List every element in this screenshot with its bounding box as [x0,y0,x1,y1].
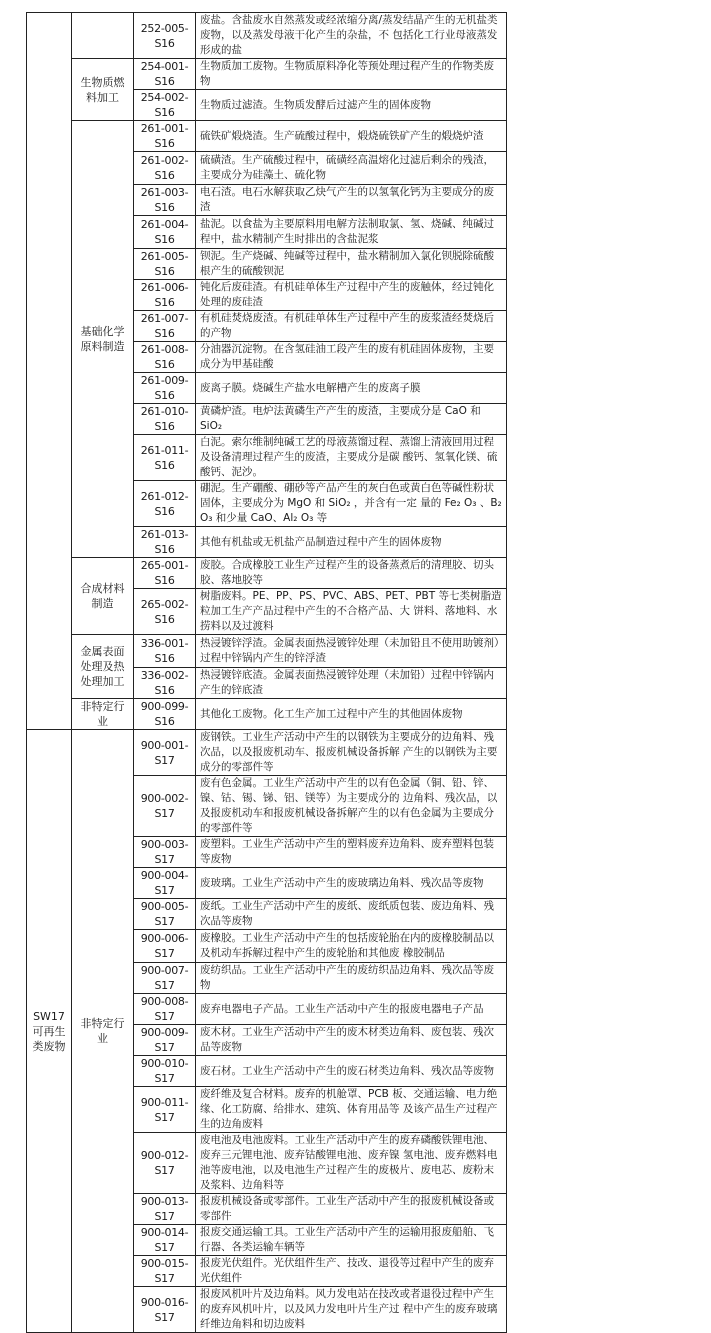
table-row [27,699,507,730]
waste-description: 报废风机叶片及边角料。风力发电站在技改或者退役过程中产生的废弃风机叶片，以及风力发电叶片生产过 程中产生的废弃玻璃纤维边角料和切边废料 [196,1287,507,1333]
industry-cell: 生物质燃料加工 [72,59,134,121]
waste-code: 265-001-S16 [134,558,196,589]
table-row [27,558,507,589]
waste-code: 261-003-S16 [134,185,196,216]
waste-catalog-table [26,12,507,1333]
waste-description: 废胶。合成橡胶工业生产过程产生的设备蒸煮后的清理胶、切头胶、落地胶等 [196,558,507,589]
waste-description: 硼泥。生产硼酸、硼砂等产品产生的灰白色或黄白色等碱性粉状固体，主要成分为 MgO 和 SiO₂ ，并含有一定 量的 Fe₂ O₃ 、B₂ O₃ 和少量 CaO、Al₂ O₃ 等 [196,481,507,527]
waste-description: 废弃电器电子产品。工业生产活动中产生的报废电器电子产品 [196,994,507,1025]
table-row [27,59,507,90]
waste-code: 261-012-S16 [134,481,196,527]
industry-cell: 非特定行业 [72,699,134,730]
waste-description: 废塑料。工业生产活动中产生的塑料废弃边角料、废弃塑料包装等废物 [196,837,507,868]
waste-code: 900-005-S17 [134,899,196,930]
waste-description: 热浸镀锌浮渣。金属表面热浸镀锌处理（未加铅且不使用助镀剂）过程中锌锅内产生的锌浮渣 [196,635,507,668]
industry-cell: 合成材料制造 [72,558,134,635]
waste-code: 261-005-S16 [134,249,196,280]
waste-description: 生物质加工废物。生物质原料净化等预处理过程产生的作物类废物 [196,59,507,90]
waste-description: 生物质过滤渣。生物质发酵后过滤产生的固体废物 [196,90,507,121]
waste-description: 废有色金属。工业生产活动中产生的以有色金属（铜、铅、锌、镍、钴、锡、锑、铝、镁等）为主要成分的 边角料、残次品，以及报废机动车和报废机械设备拆解产生的以有色金属为主要成分的零部件等 [196,776,507,837]
waste-code: 254-002-S16 [134,90,196,121]
waste-description: 热浸镀锌底渣。金属表面热浸镀锌处理（未加铅）过程中锌锅内产生的锌底渣 [196,668,507,699]
waste-description: 报废光伏组件。光伏组件生产、技改、退役等过程中产生的废弃光伏组件 [196,1256,507,1287]
industry-cell: 基础化学原料制造 [72,121,134,558]
waste-code: 900-014-S17 [134,1225,196,1256]
waste-description: 钝化后废硅渣。有机硅单体生产过程中产生的废触体，经过钝化处理的废硅渣 [196,280,507,311]
industry-cell: 非特定行业 [72,730,134,1333]
waste-code: 900-003-S17 [134,837,196,868]
table-row [27,13,507,59]
waste-code: 261-011-S16 [134,435,196,481]
waste-description: 电石渣。电石水解获取乙炔气产生的以氢氧化钙为主要成分的废渣 [196,185,507,216]
waste-code: 261-010-S16 [134,404,196,435]
waste-code: 900-001-S17 [134,730,196,776]
waste-description: 其他有机盐或无机盐产品制造过程中产生的固体废物 [196,527,507,558]
waste-code: 336-002-S16 [134,668,196,699]
table-row [27,121,507,152]
waste-description: 硫铁矿煅烧渣。生产硫酸过程中，煅烧硫铁矿产生的煅烧炉渣 [196,121,507,152]
waste-description: 废橡胶。工业生产活动中产生的包括废轮胎在内的废橡胶制品以及机动车拆解过程中产生的废轮胎和其他废 橡胶制品 [196,930,507,963]
waste-code: 252-005-S16 [134,13,196,59]
waste-description: 废离子膜。烧碱生产盐水电解槽产生的废离子膜 [196,373,507,404]
waste-description: 有机硅焚烧废渣。有机硅单体生产过程中产生的废浆渣经焚烧后的产物 [196,311,507,342]
waste-description: 黄磷炉渣。电炉法黄磷生产产生的废渣，主要成分是 CaO 和 SiO₂ [196,404,507,435]
industry-cell: 金属表面处理及热处理加工 [72,635,134,699]
waste-description: 分油器沉淀物。在含氢硅油工段产生的废有机硅固体废物，主要成分为甲基硅酸 [196,342,507,373]
waste-code: 265-002-S16 [134,589,196,635]
waste-description: 钡泥。生产烧碱、纯碱等过程中，盐水精制加入氯化钡脱除硫酸根产生的硫酸钡泥 [196,249,507,280]
waste-description: 盐泥。以食盐为主要原料用电解方法制取氯、氢、烧碱、纯碱过程中，盐水精制产生时排出的含盐泥浆 [196,216,507,249]
waste-description: 报废机械设备或零部件。工业生产活动中产生的报废机械设备或零部件 [196,1194,507,1225]
waste-code: 900-013-S17 [134,1194,196,1225]
table-row [27,730,507,776]
waste-code: 336-001-S16 [134,635,196,668]
waste-code: 261-004-S16 [134,216,196,249]
waste-code: 261-002-S16 [134,152,196,185]
waste-code: 900-012-S17 [134,1133,196,1194]
waste-description: 废纸。工业生产活动中产生的废纸、废纸质包装、废边角料、残次品等废物 [196,899,507,930]
waste-description: 树脂废料。PE、PP、PS、PVC、ABS、PET、PBT 等七类树脂造粒加工生产产品过程中产生的不合格产品、大 饼料、落地料、水捞料以及过渡料 [196,589,507,635]
waste-code: 900-099-S16 [134,699,196,730]
waste-code: 900-011-S17 [134,1087,196,1133]
waste-description: 废电池及电池废料。工业生产活动中产生的废弃磷酸铁锂电池、废弃三元锂电池、废弃钴酸锂电池、废弃镍 氢电池、废弃燃料电池等废电池，以及电池生产过程产生的废极片、废电芯、废粉末及浆料、边角料等 [196,1133,507,1194]
waste-description: 其他化工废物。化工生产加工过程中产生的其他固体废物 [196,699,507,730]
waste-code: 261-006-S16 [134,280,196,311]
waste-description: 废纺织品。工业生产活动中产生的废纺织品边角料、残次品等废物 [196,963,507,994]
waste-code: 900-002-S17 [134,776,196,837]
waste-description: 废木材。工业生产活动中产生的废木材类边角料、废包装、残次品等废物 [196,1025,507,1056]
waste-code: 900-004-S17 [134,868,196,899]
waste-description: 报废交通运输工具。工业生产活动中产生的运输用报废船舶、飞行器、各类运输车辆等 [196,1225,507,1256]
waste-code: 900-016-S17 [134,1287,196,1333]
waste-description: 废纤维及复合材料。废弃的机舱罩、PCB 板、交通运输、电力绝缘、化工防腐、给排水、建筑、体育用品等 及该产品生产过程产生的边角废料 [196,1087,507,1133]
waste-description: 废玻璃。工业生产活动中产生的废玻璃边角料、残次品等废物 [196,868,507,899]
category-name: 可再生类废物 [32,1024,66,1053]
category-cell-sw16 [27,13,72,730]
waste-code: 261-001-S16 [134,121,196,152]
waste-code: 254-001-S16 [134,59,196,90]
waste-description: 废石材。工业生产活动中产生的废石材类边角料、残次品等废物 [196,1056,507,1087]
waste-description: 白泥。索尔维制纯碱工艺的母液蒸馏过程、蒸馏上清液回用过程及设备清理过程产生的废渣，主要成分是碳 酸钙、氢氧化镁、硫酸钙、泥沙。 [196,435,507,481]
industry-cell-empty [72,13,134,59]
waste-code: 900-008-S17 [134,994,196,1025]
waste-code: 900-015-S17 [134,1256,196,1287]
waste-description: 硫磺渣。生产硫酸过程中，硫磺经高温熔化过滤后剩余的残渣，主要成分为硅藻土、硫化物 [196,152,507,185]
waste-code: 261-008-S16 [134,342,196,373]
waste-description: 废盐。含盐废水自然蒸发或经浓缩分离/蒸发结晶产生的无机盐类废物，以及蒸发母液干化产生的杂盐，不 包括化工行业母液蒸发形成的盐 [196,13,507,59]
waste-code: 261-013-S16 [134,527,196,558]
category-code: SW17 [33,1009,65,1023]
waste-description: 废钢铁。工业生产活动中产生的以钢铁为主要成分的边角料、残次品，以及报废机动车、报废机械设备拆解 产生的以钢铁为主要成分的零部件等 [196,730,507,776]
waste-code: 900-006-S17 [134,930,196,963]
category-cell-sw17 [27,730,72,1333]
waste-code: 900-010-S17 [134,1056,196,1087]
waste-code: 261-009-S16 [134,373,196,404]
table-row [27,635,507,668]
waste-code: 900-007-S17 [134,963,196,994]
waste-code: 900-009-S17 [134,1025,196,1056]
waste-code: 261-007-S16 [134,311,196,342]
